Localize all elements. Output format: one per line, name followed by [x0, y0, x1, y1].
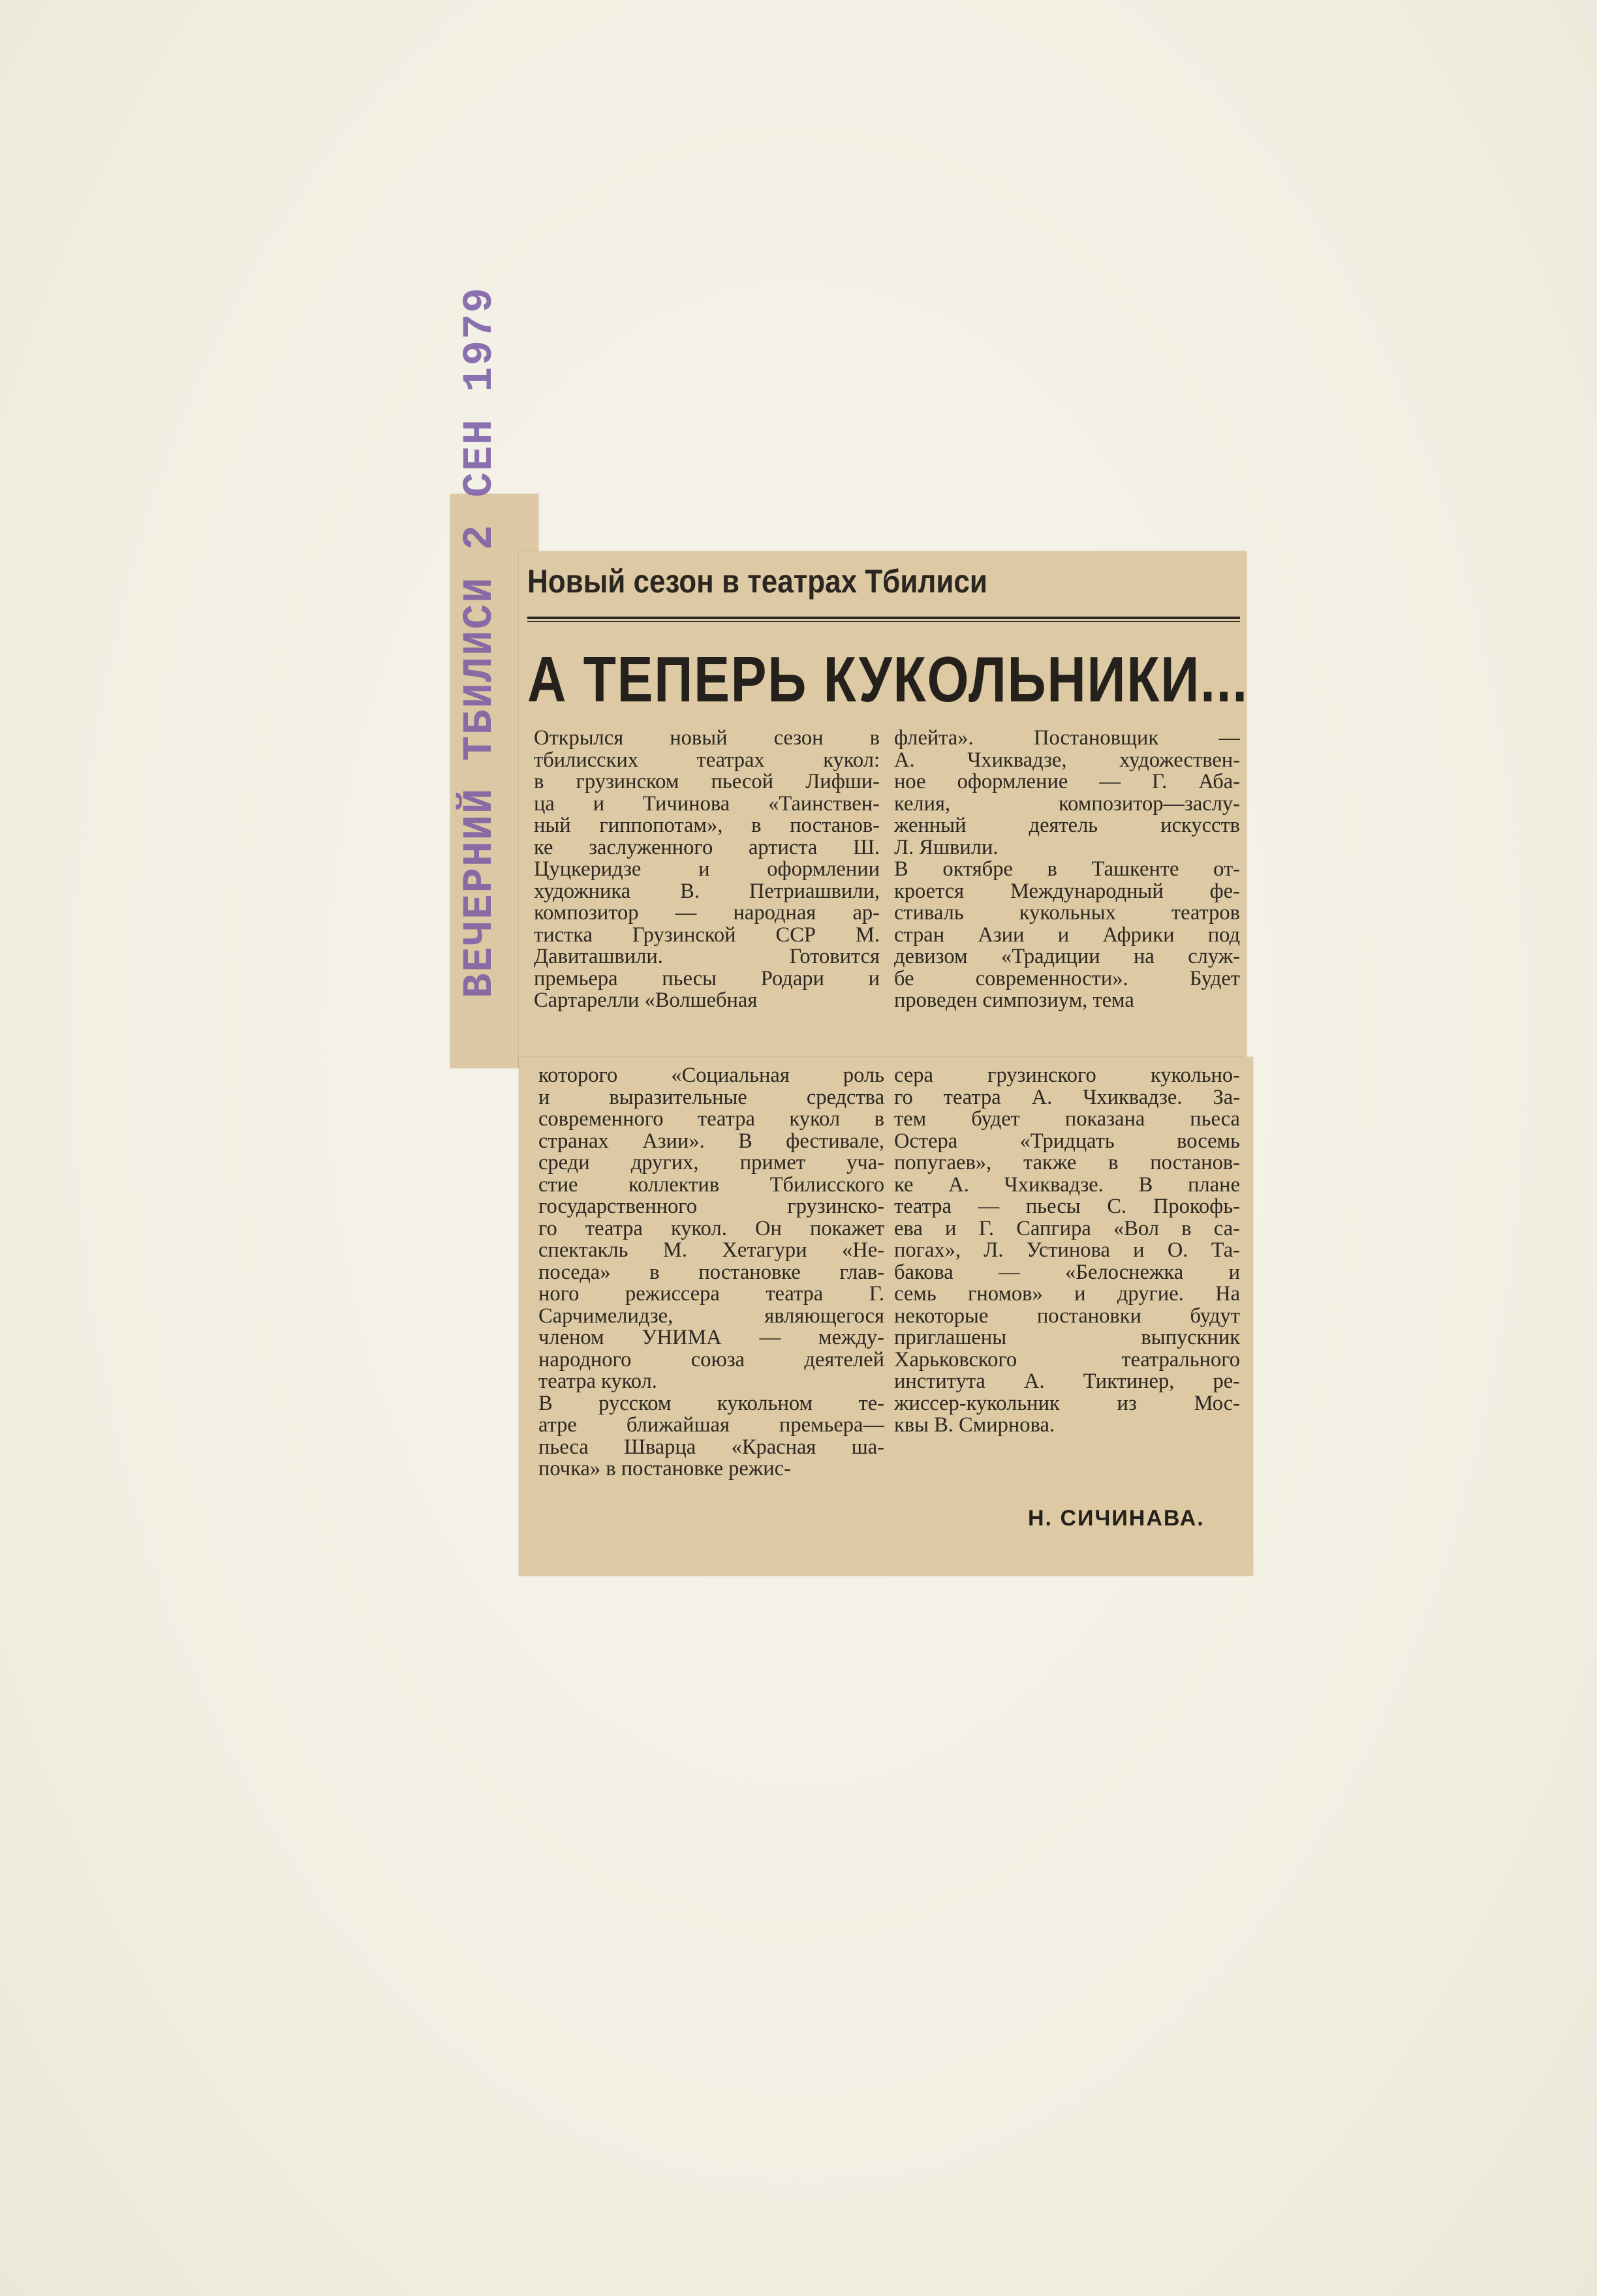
article-text-line: Сарчимелидзе, являющегося	[538, 1305, 884, 1327]
article-text-line: странах Азии». В фестивале,	[538, 1130, 884, 1152]
article-text-line: ное оформление — Г. Аба-	[894, 771, 1240, 793]
article-text-line: современного театра кукол в	[538, 1109, 884, 1131]
article-text-line: композитор — народная ар-	[534, 902, 880, 925]
article-text-line: го театра А. Чхиквадзе. За-	[894, 1086, 1240, 1109]
article-text-line: театра кукол.	[538, 1371, 657, 1393]
article-text-line: государственного грузинско-	[538, 1196, 884, 1218]
article-text-line: бе современности». Будет	[894, 968, 1240, 990]
article-text-line: В русском кукольном те-	[538, 1392, 884, 1415]
article-text-line: тбилисских театрах кукол:	[534, 749, 880, 771]
article-text-line: атре ближайшая премьера—	[538, 1415, 884, 1437]
article-text-line: института А. Тиктинер, ре-	[894, 1371, 1240, 1393]
article-column-1	[534, 727, 880, 1012]
article-column-2	[894, 727, 1240, 1012]
article-text-line: и выразительные средства	[538, 1086, 884, 1109]
article-text-line: ного режиссера театра Г.	[538, 1283, 884, 1306]
article-text-line: Остера «Тридцать восемь	[894, 1130, 1240, 1152]
article-text-line: художника В. Петриашвили,	[534, 880, 880, 902]
article-text-line: ца и Тичинова «Таинствен-	[534, 793, 880, 815]
article-text-line: квы В. Смирнова.	[894, 1415, 1055, 1437]
article-text-line: Сартарелли «Волшебная	[534, 990, 758, 1012]
article-text-line: премьера пьесы Родари и	[534, 968, 880, 990]
article-text-line: Цуцкеридзе и оформлении	[534, 859, 880, 881]
article-text-line: Открылся новый сезон в	[534, 727, 880, 750]
article-text-line: спектакль М. Хетагури «Не-	[538, 1240, 884, 1262]
article-text-line: в грузинском пьесой Лифши-	[534, 771, 880, 793]
article-text-line: семь гномов» и другие. На	[894, 1283, 1240, 1306]
author-signature: Н. СИЧИНАВА.	[1028, 1506, 1205, 1531]
article-text-line: ева и Г. Сапгира «Вол в са-	[894, 1217, 1240, 1240]
article-text-line: сера грузинского кукольно-	[894, 1065, 1240, 1087]
article-text-line: стие коллектив Тбилисского	[538, 1174, 884, 1196]
article-text-line: тем будет показана пьеса	[894, 1109, 1240, 1131]
article-text-line: членом УНИМА — между-	[538, 1327, 884, 1349]
newspaper-date-stamp: ВЕЧЕРНИЙ ТБИЛИСИ 2 СЕН 1979	[457, 286, 504, 998]
article-text-line: В октябре в Ташкенте от-	[894, 859, 1240, 881]
article-text-line: Давиташвили. Готовится	[534, 946, 880, 968]
article-column-3	[538, 1065, 884, 1480]
article-text-line: жиссер-кукольник из Мос-	[894, 1392, 1240, 1415]
article-text-line: пьеса Шварца «Красная ша-	[538, 1436, 884, 1458]
article-headline: А ТЕПЕРЬ КУКОЛЬНИКИ...	[527, 643, 1248, 715]
article-text-line: почка» в постановке режис-	[538, 1458, 791, 1480]
article-text-line: ке заслуженного артиста Ш.	[534, 836, 880, 859]
article-text-line: стиваль кукольных театров	[894, 902, 1240, 925]
article-text-line: стран Азии и Африки под	[894, 924, 1240, 946]
article-text-line: флейта». Постановщик —	[894, 727, 1240, 750]
rubric-divider	[527, 617, 1240, 619]
article-text-line: го театра кукол. Он покажет	[538, 1217, 884, 1240]
article-rubric: Новый сезон в театрах Тбилиси	[527, 563, 987, 600]
article-text-line: ке А. Чхиквадзе. В плане	[894, 1174, 1240, 1196]
article-text-line: бакова — «Белоснежка и	[894, 1261, 1240, 1283]
article-text-line: келия, композитор—заслу-	[894, 793, 1240, 815]
article-text-line: А. Чхиквадзе, художествен-	[894, 749, 1240, 771]
article-text-line: ный гиппопотам», в постанов-	[534, 815, 880, 837]
article-text-line: театра — пьесы С. Прокофь-	[894, 1196, 1240, 1218]
article-column-4	[894, 1065, 1240, 1437]
article-text-line: проведен симпозиум, тема	[894, 990, 1134, 1012]
article-text-line: некоторые постановки будут	[894, 1305, 1240, 1327]
article-text-line: которого «Социальная роль	[538, 1065, 884, 1087]
article-text-line: Л. Яшвили.	[894, 836, 999, 859]
article-text-line: женный деятель искусств	[894, 815, 1240, 837]
article-text-line: поседа» в постановке глав-	[538, 1261, 884, 1283]
article-text-line: погах», Л. Устинова и О. Та-	[894, 1240, 1240, 1262]
article-text-line: Харьковского театрального	[894, 1349, 1240, 1371]
article-text-line: приглашены выпускник	[894, 1327, 1240, 1349]
article-text-line: тистка Грузинской ССР М.	[534, 924, 880, 946]
rubric-divider-thin	[527, 621, 1240, 622]
article-text-line: народного союза деятелей	[538, 1349, 884, 1371]
article-text-line: попугаев», также в постанов-	[894, 1152, 1240, 1174]
article-text-line: кроется Международный фе-	[894, 880, 1240, 902]
article-text-line: девизом «Традиции на служ-	[894, 946, 1240, 968]
article-text-line: среди других, примет уча-	[538, 1152, 884, 1174]
